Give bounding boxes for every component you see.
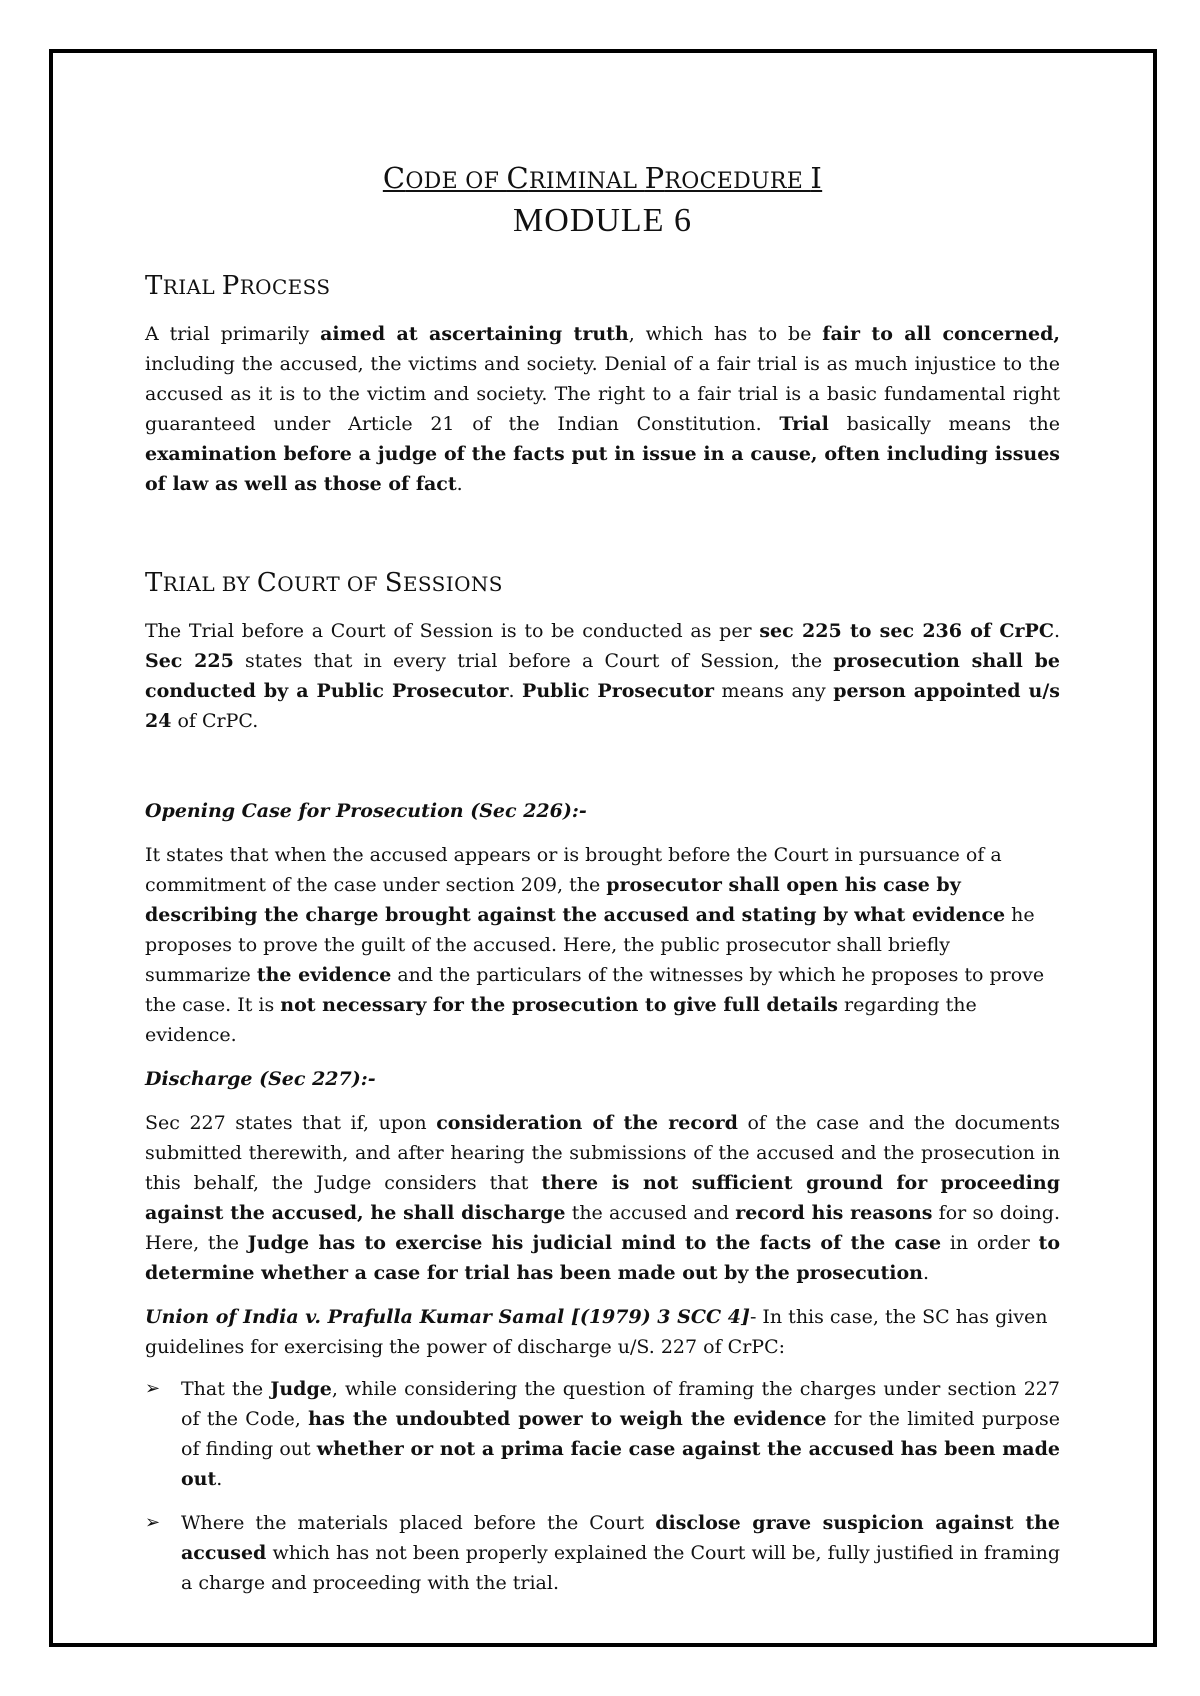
bold-text: prosecutor shall open his case by describing the charge brought against the accused and stating by what evidence <box>145 874 1006 926</box>
bold-text: prosecution shall be conducted by a Public Prosecutor <box>145 650 1061 702</box>
text-run: The Trial before a Court of Session is to be conducted as per <box>145 620 760 642</box>
text-run: . <box>216 1468 223 1490</box>
text-run: of the case and the documents submitted therewith, and after hearing the submissions of the accused and the prosecution in this behalf, the Judge considers that <box>145 1112 1060 1194</box>
text-run: of CrPC. <box>171 710 259 732</box>
text-run: Sec 227 states that if, upon <box>145 1112 437 1134</box>
discharge-paragraph <box>145 1108 1060 1288</box>
text-run: , which has to be <box>628 323 823 345</box>
bold-text: Public Prosecutor <box>522 680 715 702</box>
trial-process-paragraph <box>145 319 1060 499</box>
subheading-opening-case: Opening Case for Prosecution (Sec 226):- <box>145 800 587 822</box>
text-run: including the accused, the victims and society. Denial of a fair trial is as much injustice to the accused as it is to the victim and society. The right to a fair trial is a basic fundamental right guaranteed under Article 21 of the Indian Constitution. <box>145 353 1060 435</box>
module-number: MODULE 6 <box>513 202 692 239</box>
text-run: for the limited purpose of finding out <box>181 1408 1060 1460</box>
text-run: Where the materials placed before the Court <box>181 1512 656 1534</box>
bold-text: has the undoubted power to weigh the evidence <box>308 1408 827 1430</box>
text-run: means any <box>714 680 834 702</box>
bold-text: aimed at ascertaining truth <box>320 323 629 345</box>
text-run: . <box>1053 620 1060 642</box>
arrow-bullet-icon: ➢ <box>145 1512 161 1533</box>
text-run: states that in every trial before a Court of Session, the <box>233 650 834 672</box>
case-citation-paragraph <box>145 1302 1060 1362</box>
text-run: . <box>456 473 463 495</box>
bold-text: the evidence <box>256 964 392 986</box>
sessions-paragraph <box>145 616 1060 736</box>
bold-text: to determine whether a case for trial has been made out by the prosecution <box>145 1232 1060 1284</box>
text-run: he proposes to prove the guilt of the accused. Here, the public prosecutor shall briefly summarize <box>145 904 1035 986</box>
heading-trial-by-court-of-sessions: TRIAL BY COURT OF SESSIONS <box>145 568 503 598</box>
bold-text: fair to all concerned, <box>822 323 1060 345</box>
opening-case-paragraph <box>145 840 1060 1050</box>
arrow-bullet-icon: ➢ <box>145 1378 161 1399</box>
bold-text: Judge has to exercise his judicial mind to the facts of the case <box>247 1232 942 1254</box>
subheading-discharge: Discharge (Sec 227):- <box>145 1068 376 1090</box>
guidelines-list <box>145 1374 1060 1598</box>
case-text: - In this case, the SC has given guidelines for exercising the power of discharge u/S. 227 of CrPC: <box>145 1306 1048 1358</box>
bold-text: record his reasons <box>735 1202 933 1224</box>
case-title: Union of India v. Prafulla Kumar Samal [(1979) 3 SCC 4] <box>145 1306 750 1328</box>
text-run: in order <box>941 1232 1039 1254</box>
bold-text: consideration of the record <box>436 1112 738 1134</box>
text-run: the accused and <box>565 1202 736 1224</box>
text-run: It states that when the accused appears or is brought before the Court in pursuance of a commitment of the case under section 209, the <box>145 844 1002 896</box>
list-item-text <box>181 1378 1060 1490</box>
text-run: and the particulars of the witnesses by which he proposes to prove the case. It is <box>145 964 1045 1016</box>
text-run: for so doing. Here, the <box>145 1202 1060 1254</box>
document-body <box>145 160 1060 1598</box>
bold-text: sec 225 to sec 236 of CrPC <box>759 620 1054 642</box>
text-run: , while considering the question of framing the charges under section 227 of the Code, <box>181 1378 1060 1430</box>
bold-text: not necessary for the prosecution to give full details <box>280 994 838 1016</box>
heading-trial-process: TRIAL PROCESS <box>145 271 331 301</box>
text-run: . <box>922 1262 929 1284</box>
text-run: That the <box>181 1378 271 1400</box>
list-item <box>145 1374 1060 1494</box>
bold-text: there is not sufficient ground for proceeding against the accused, he shall discharge <box>145 1172 1060 1224</box>
list-item-text <box>181 1512 1060 1594</box>
bold-text: disclose grave suspicion against the accused <box>181 1512 1060 1564</box>
bold-text: Sec 225 <box>145 650 234 672</box>
bold-text: whether or not a prima facie case against the accused has been made out <box>181 1438 1060 1490</box>
document-title: CODE OF CRIMINAL PROCEDURE I <box>382 161 823 195</box>
text-run: A trial primarily <box>145 323 321 345</box>
bold-text: Trial <box>779 413 829 435</box>
text-run: . <box>508 680 523 702</box>
text-run: which has not been properly explained the Court will be, fully justified in framing a charge and proceeding with the trial. <box>181 1542 1060 1594</box>
bold-text: Judge <box>270 1378 332 1400</box>
text-run: basically means the <box>828 413 1061 435</box>
bold-text: person appointed u/s 24 <box>145 680 1060 732</box>
bold-text: examination before a judge of the facts put in issue in a cause, often including issues of law as well as those of fact <box>145 443 1060 495</box>
text-run: regarding the evidence. <box>145 994 977 1046</box>
list-item <box>145 1508 1060 1598</box>
